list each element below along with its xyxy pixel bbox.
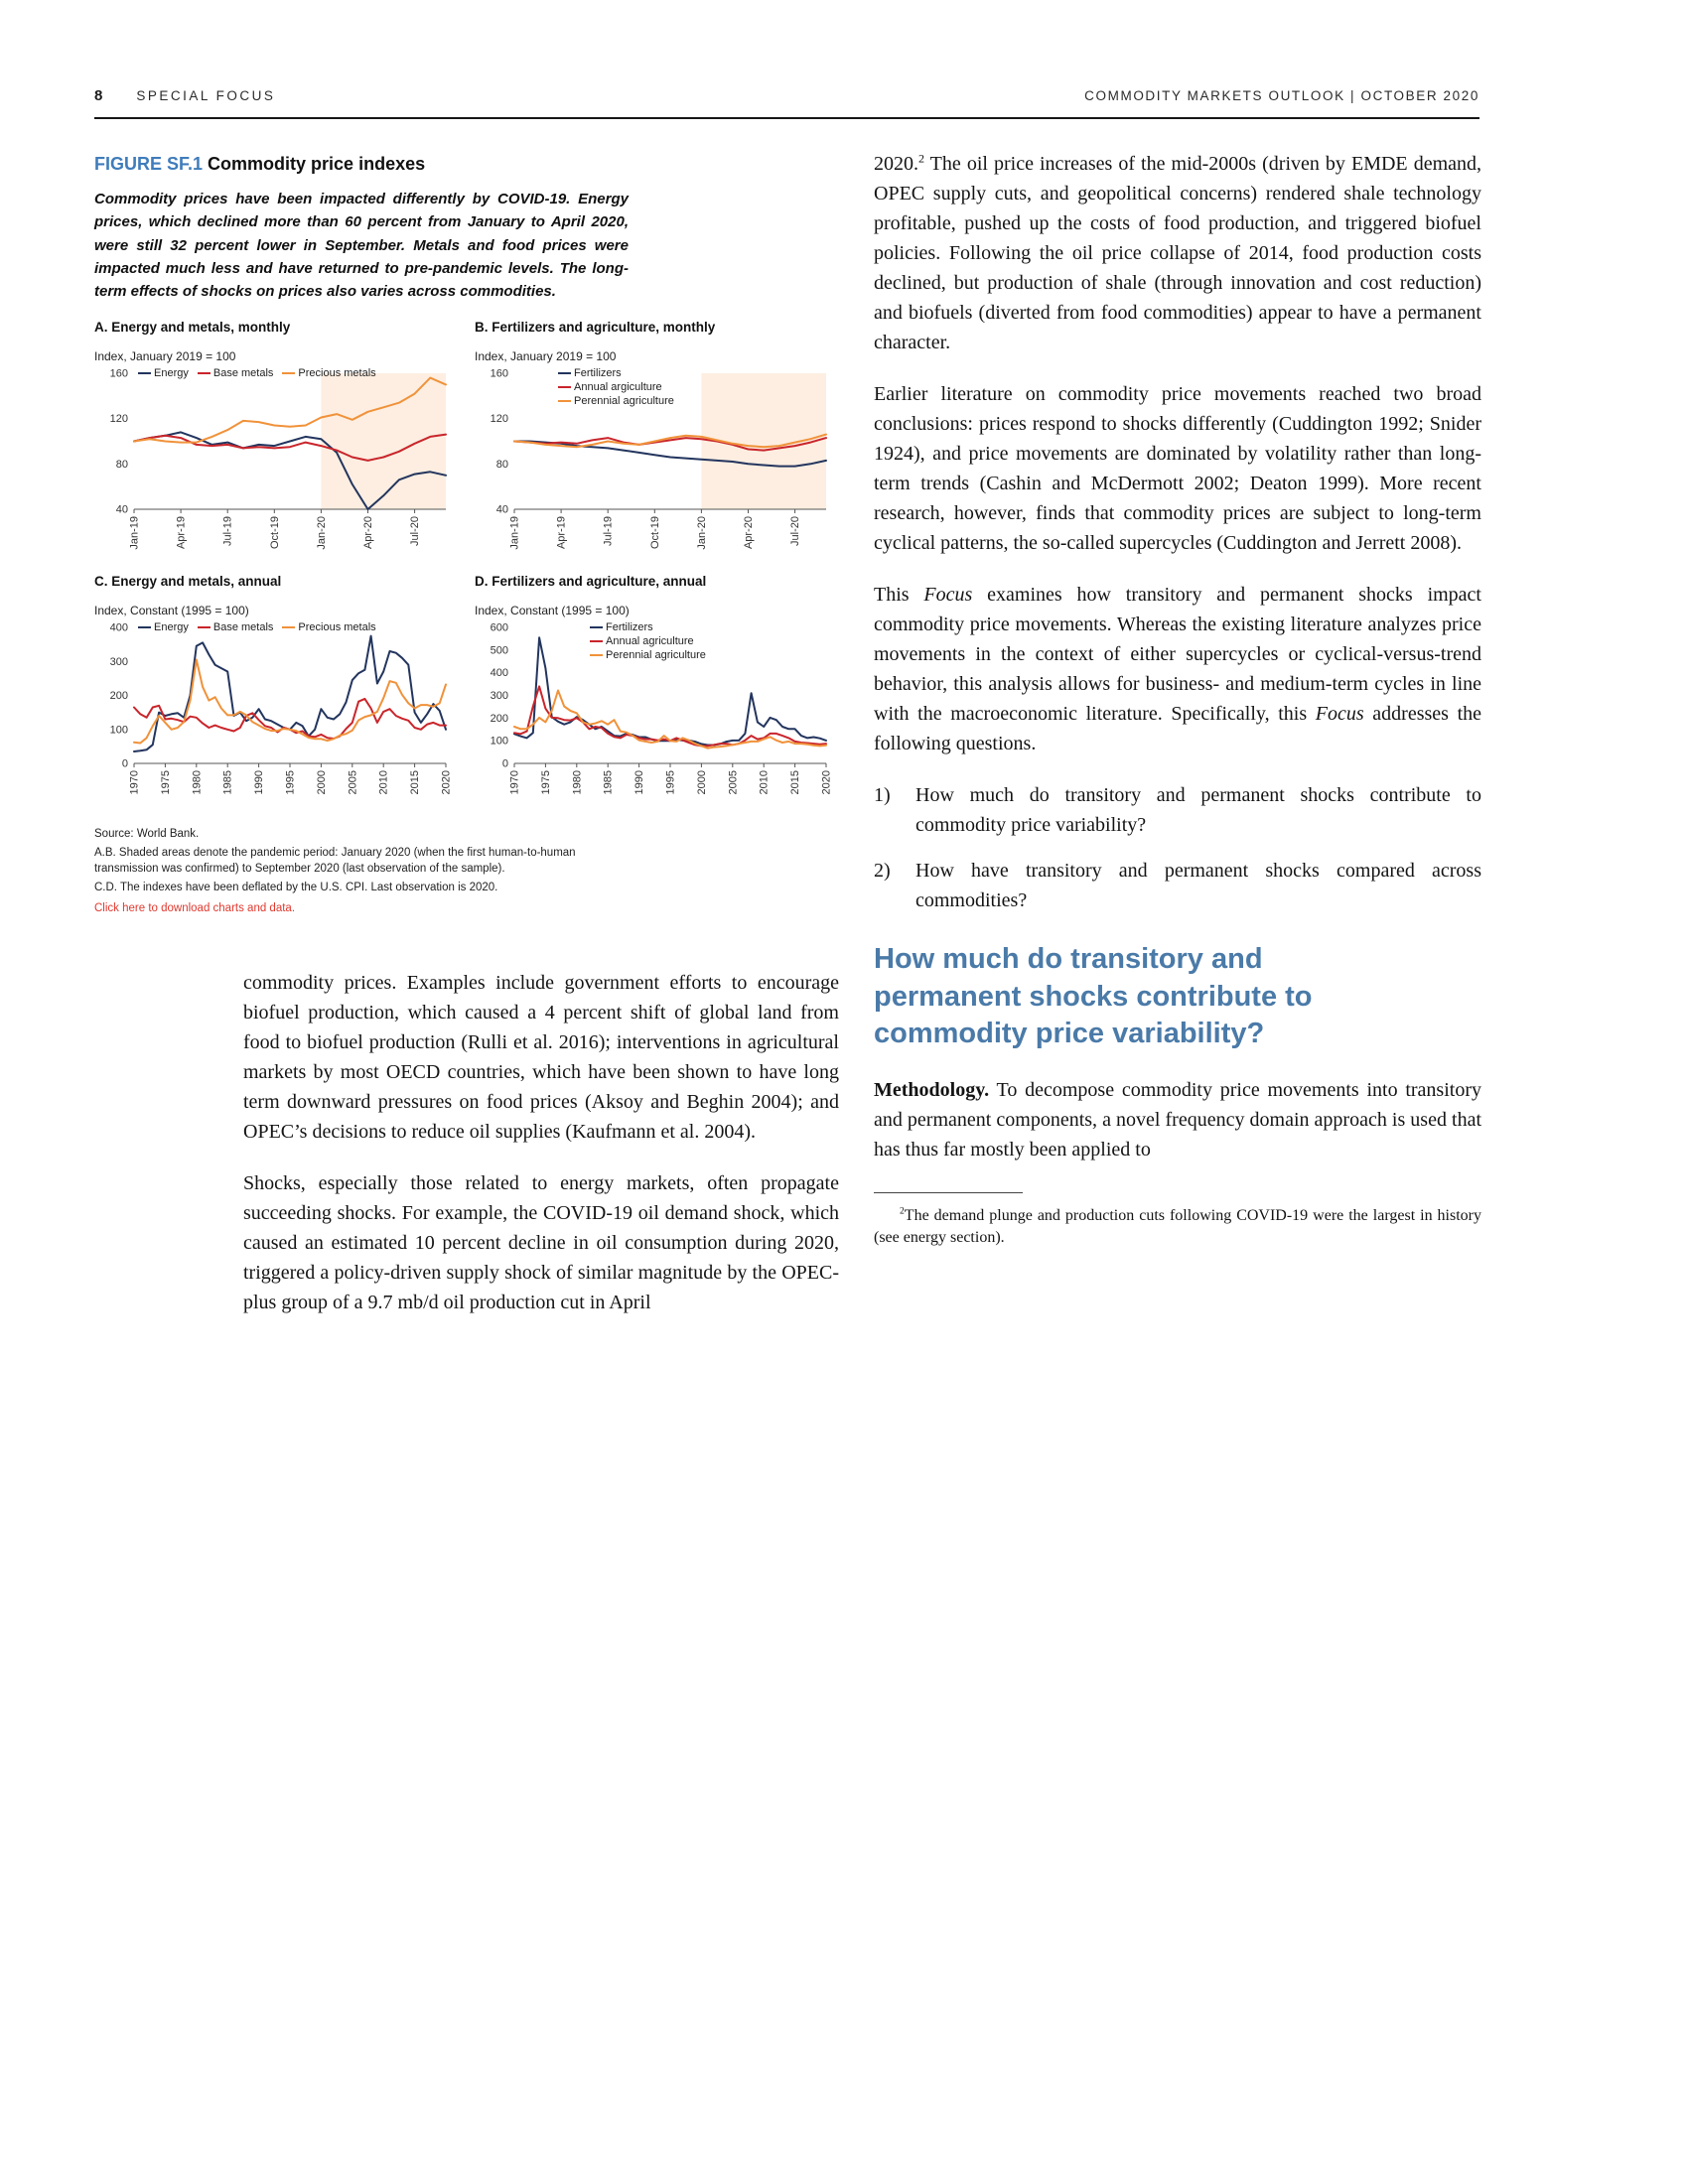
svg-text:2010: 2010 xyxy=(377,770,390,795)
svg-text:1980: 1980 xyxy=(191,770,204,795)
svg-text:80: 80 xyxy=(115,458,128,471)
paragraph: commodity prices. Examples include government efforts to encourage biofuel production, which caused a 4 percent shift of global land from food to biofuel production (Rulli et al. 2016); interventions in agricultural markets by most OECD countries, which have been shown to have long term downward pressures on food prices (Aksoy and Beghin 2004); and OPEC’s decisions to reduce oil supplies (Kaufmann et al. 2004). xyxy=(243,972,839,1143)
legend-swatch xyxy=(590,640,603,643)
svg-text:Apr-20: Apr-20 xyxy=(743,516,755,550)
chart-title: D. Fertilizers and agriculture, annual xyxy=(475,574,707,589)
legend-label: Fertilizers xyxy=(574,367,622,379)
chart-plot-area xyxy=(475,365,840,567)
svg-text:1975: 1975 xyxy=(539,770,552,795)
svg-text:Jul-19: Jul-19 xyxy=(221,516,234,546)
paragraph: Shocks, especially those related to energy markets, often propagate succeeding shocks. For example, the COVID-19 oil demand shock, which caused an estimated 10 percent decline in oil consumption during 2020, triggered a policy-driven supply shock of similar magnitude by the OPEC-plus group of a 9.7 mb/d oil production cut in April xyxy=(243,1172,839,1313)
svg-text:500: 500 xyxy=(490,644,508,657)
figure-notes xyxy=(94,826,613,916)
svg-text:0: 0 xyxy=(121,757,128,770)
chart-legend xyxy=(138,367,376,379)
legend-label: Annual argiculture xyxy=(574,381,662,393)
svg-text:Jan-19: Jan-19 xyxy=(128,516,141,550)
legend-swatch xyxy=(282,372,295,375)
publication-title: COMMODITY MARKETS OUTLOOK | OCTOBER 2020 xyxy=(1084,88,1479,103)
footnote xyxy=(874,1192,1481,1250)
svg-text:0: 0 xyxy=(501,757,508,770)
svg-text:2020: 2020 xyxy=(820,770,833,795)
chart-axis-label: Index, January 2019 = 100 xyxy=(94,349,236,363)
legend-item xyxy=(590,621,706,633)
page-number: 8 xyxy=(94,87,103,104)
legend-swatch xyxy=(198,626,211,629)
list-number: 2) xyxy=(874,860,891,882)
svg-text:400: 400 xyxy=(490,667,508,680)
svg-text:100: 100 xyxy=(109,724,128,737)
chart-legend xyxy=(558,367,674,407)
text-run: examines how transitory and permanent shocks impact commodity price movements. Whereas the existing literature analyzes price movements in the context of either supercycles or cyclical-versus-trend behavior, this analysis allows for business- and medium-term cycles in line with the macroeconomic literature. Specifically, this xyxy=(874,584,1481,725)
chart-title: C. Energy and metals, annual xyxy=(94,574,282,589)
section-heading: How much do transitory and permanent shocks contribute to commodity price variability? xyxy=(874,943,1313,1050)
svg-text:2010: 2010 xyxy=(758,770,771,795)
svg-text:200: 200 xyxy=(109,690,128,702)
legend-swatch xyxy=(138,372,151,375)
legend-item xyxy=(282,621,375,633)
svg-text:40: 40 xyxy=(495,503,508,516)
legend-item xyxy=(138,621,189,633)
svg-text:160: 160 xyxy=(109,367,128,380)
legend-swatch xyxy=(198,372,211,375)
legend-item xyxy=(558,367,674,379)
chart-fertilizers-agriculture-monthly xyxy=(475,320,840,567)
legend-label: Perennial agriculture xyxy=(574,395,674,407)
svg-text:1975: 1975 xyxy=(159,770,172,795)
svg-text:1995: 1995 xyxy=(664,770,677,795)
footnote-text: The demand plunge and production cuts following COVID-19 were the largest in history (see energy section). xyxy=(874,1207,1481,1247)
legend-label: Precious metals xyxy=(298,621,376,633)
text-run: This xyxy=(874,584,924,606)
header-rule xyxy=(94,117,1479,119)
paragraph: Earlier literature on commodity price movements reached two broad conclusions: prices respond to shocks differently (Cuddington 1992; Snider 1924), and price movements are dominated by volatility rather than long-term trends (Cashin and McDermott 2002; Deaton 1999). More recent research, however, finds that commodity prices are subject to long-term cyclical patterns, the so-called supercycles (Cuddington and Jerrett 2008). xyxy=(874,383,1481,554)
download-charts-link[interactable]: Click here to download charts and data. xyxy=(94,901,296,914)
chart-title: A. Energy and metals, monthly xyxy=(94,320,291,335)
figure-title: Commodity price indexes xyxy=(208,154,426,174)
chart-canvas xyxy=(94,619,460,821)
legend-swatch xyxy=(558,400,571,403)
figure-label: FIGURE SF.1 xyxy=(94,154,204,174)
legend-item xyxy=(590,635,706,647)
svg-text:Jan-19: Jan-19 xyxy=(508,516,521,550)
svg-text:160: 160 xyxy=(490,367,508,380)
chart-legend xyxy=(590,621,706,661)
legend-label: Perennial agriculture xyxy=(606,649,706,661)
svg-text:1990: 1990 xyxy=(253,770,266,795)
svg-text:120: 120 xyxy=(490,413,508,426)
svg-text:2020: 2020 xyxy=(440,770,453,795)
chart-svg xyxy=(94,365,454,562)
svg-text:Apr-19: Apr-19 xyxy=(555,516,568,550)
list-item xyxy=(874,856,1481,915)
legend-swatch xyxy=(590,654,603,657)
svg-text:120: 120 xyxy=(109,413,128,426)
chart-plot-area xyxy=(475,619,840,821)
legend-label: Energy xyxy=(154,367,189,379)
chart-svg xyxy=(94,619,454,816)
legend-item xyxy=(138,367,189,379)
text-run: To decompose commodity price movements into transitory and permanent components, a novel frequency domain approach is used that has thus far mostly been applied to xyxy=(874,1079,1481,1161)
legend-swatch xyxy=(590,626,603,629)
legend-label: Fertilizers xyxy=(606,621,653,633)
list-text: How have transitory and permanent shocks compared across commodities? xyxy=(915,860,1481,911)
bold-run: Methodology. xyxy=(874,1079,990,1102)
figure-heading xyxy=(94,154,425,175)
chart-plot-area xyxy=(94,619,460,821)
legend-label: Precious metals xyxy=(298,367,376,379)
chart-energy-metals-annual xyxy=(94,574,460,821)
legend-swatch xyxy=(282,626,295,629)
svg-text:1985: 1985 xyxy=(602,770,615,795)
svg-text:Jul-20: Jul-20 xyxy=(789,516,802,546)
legend-label: Annual agriculture xyxy=(606,635,694,647)
svg-text:400: 400 xyxy=(109,621,128,634)
svg-text:2000: 2000 xyxy=(695,770,708,795)
svg-text:2015: 2015 xyxy=(789,770,802,795)
chart-plot-area xyxy=(94,365,460,567)
left-text-column xyxy=(243,968,839,1339)
svg-text:2015: 2015 xyxy=(409,770,422,795)
svg-text:1980: 1980 xyxy=(571,770,584,795)
section-title: SPECIAL FOCUS xyxy=(136,88,276,103)
paragraph xyxy=(874,149,1481,357)
legend-item xyxy=(590,649,706,661)
chart-title: B. Fertilizers and agriculture, monthly xyxy=(475,320,716,335)
svg-text:40: 40 xyxy=(115,503,128,516)
legend-swatch xyxy=(558,386,571,389)
svg-text:100: 100 xyxy=(490,735,508,748)
chart-legend xyxy=(138,621,376,633)
question-list xyxy=(874,780,1481,915)
svg-text:Jan-20: Jan-20 xyxy=(695,516,708,550)
svg-text:Jul-19: Jul-19 xyxy=(602,516,615,546)
legend-item xyxy=(282,367,375,379)
figure-description: Commodity prices have been impacted differently by COVID-19. Energy prices, which declined more than 60 percent from January to April 2020, were still 32 percent lower in September. Metals and food prices were impacted much less and have returned to pre-pandemic levels. The long-term effects of shocks on prices also varies across commodities. xyxy=(94,191,629,300)
chart-axis-label: Index, January 2019 = 100 xyxy=(475,349,617,363)
svg-text:300: 300 xyxy=(490,690,508,702)
paragraph xyxy=(874,1075,1481,1164)
svg-text:80: 80 xyxy=(495,458,508,471)
svg-text:1990: 1990 xyxy=(633,770,646,795)
italic-run: Focus xyxy=(923,584,973,606)
chart-fertilizers-agriculture-annual xyxy=(475,574,840,821)
legend-item xyxy=(198,367,274,379)
chart-axis-label: Index, Constant (1995 = 100) xyxy=(475,604,630,617)
text-run: addresses the following questions. xyxy=(874,703,1482,754)
svg-text:Oct-19: Oct-19 xyxy=(268,516,281,550)
list-item xyxy=(874,780,1481,840)
note-cd: C.D. The indexes have been deflated by the U.S. CPI. Last observation is 2020. xyxy=(94,882,498,894)
svg-text:Jan-20: Jan-20 xyxy=(315,516,328,550)
svg-text:2005: 2005 xyxy=(347,770,359,795)
svg-text:Jul-20: Jul-20 xyxy=(409,516,422,546)
chart-canvas xyxy=(94,365,460,567)
svg-text:Apr-19: Apr-19 xyxy=(175,516,188,550)
chart-axis-label: Index, Constant (1995 = 100) xyxy=(94,604,249,617)
legend-label: Base metals xyxy=(212,367,274,379)
svg-text:Apr-20: Apr-20 xyxy=(362,516,374,550)
text-run: The oil price increases of the mid-2000s (driven by EMDE demand, OPEC supply cuts, and geopolitical concerns) rendered shale technology profitable, pushed up the costs of food production, and triggered biofuel policies. Following the oil price collapse of 2014, food production costs declined, but production of shale (through innovation and cost reduction) and biofuels (diverted from food commodities) appear to have a permanent character. xyxy=(874,153,1481,353)
right-text-column xyxy=(874,149,1481,1250)
svg-text:1970: 1970 xyxy=(508,770,521,795)
legend-swatch xyxy=(558,372,571,375)
legend-item xyxy=(558,395,674,407)
paragraph xyxy=(874,580,1481,758)
legend-item xyxy=(558,381,674,393)
footnote-ref: 2 xyxy=(918,151,924,166)
svg-text:1985: 1985 xyxy=(221,770,234,795)
svg-text:300: 300 xyxy=(109,655,128,668)
legend-swatch xyxy=(138,626,151,629)
svg-text:2000: 2000 xyxy=(315,770,328,795)
chart-energy-metals-monthly xyxy=(94,320,460,567)
source-note: Source: World Bank. xyxy=(94,828,200,840)
svg-text:600: 600 xyxy=(490,621,508,634)
list-number: 1) xyxy=(874,784,891,806)
svg-text:2005: 2005 xyxy=(727,770,740,795)
legend-label: Energy xyxy=(154,621,189,633)
footnote-rule xyxy=(874,1192,1023,1193)
note-ab: A.B. Shaded areas denote the pandemic period: January 2020 (when the first human-to-human transmission was confirmed) to September 2020 (last observation of the sample). xyxy=(94,846,576,876)
svg-text:1995: 1995 xyxy=(284,770,297,795)
svg-text:Oct-19: Oct-19 xyxy=(648,516,661,550)
text-run: 2020. xyxy=(874,153,918,175)
svg-text:1970: 1970 xyxy=(128,770,141,795)
svg-text:200: 200 xyxy=(490,712,508,725)
footnote-number: 2 xyxy=(900,1205,905,1217)
legend-item xyxy=(198,621,274,633)
page-header xyxy=(94,87,1479,104)
legend-label: Base metals xyxy=(212,621,274,633)
list-text: How much do transitory and permanent shocks contribute to commodity price variability? xyxy=(915,784,1481,836)
italic-run: Focus xyxy=(1315,703,1364,725)
